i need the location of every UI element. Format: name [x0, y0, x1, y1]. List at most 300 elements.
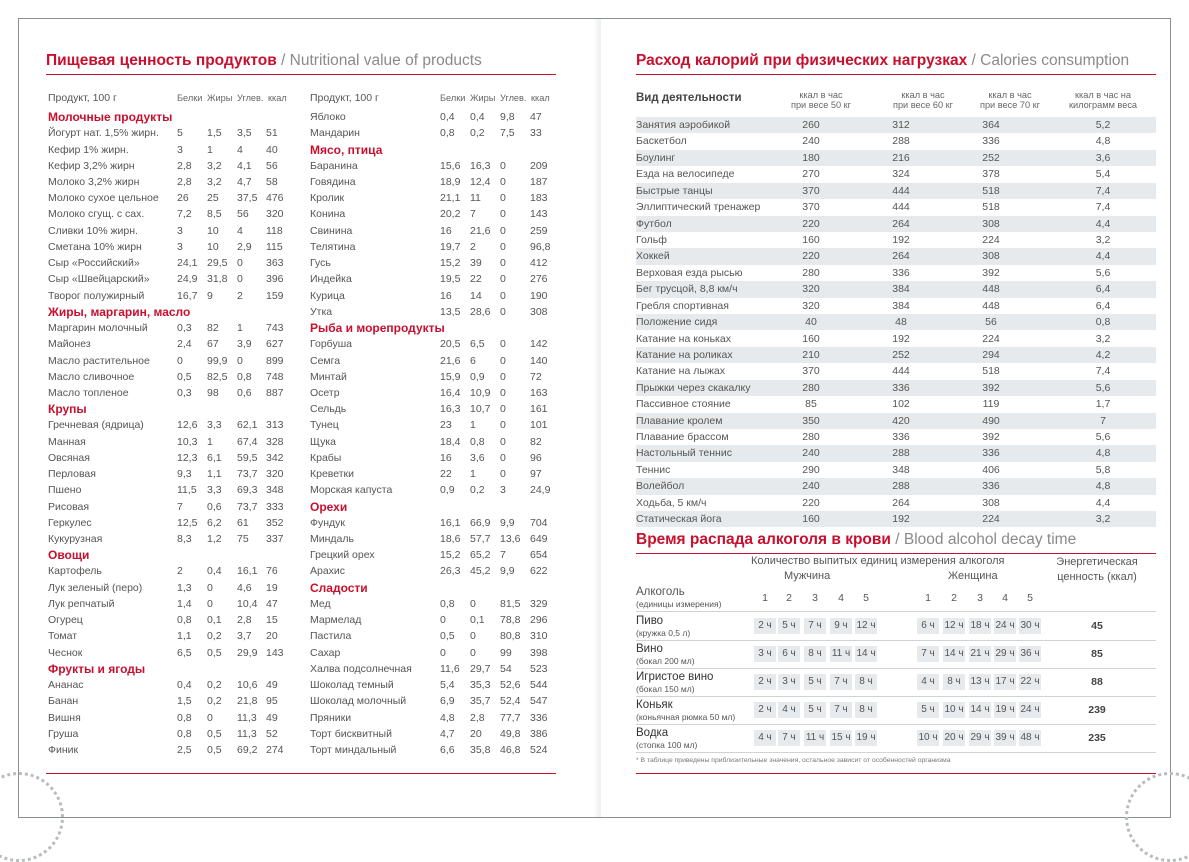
product-protein: 15,2	[440, 257, 461, 270]
product-fat: 11	[470, 192, 481, 205]
activity-kcal-50kg: 270	[802, 168, 820, 181]
activity-kcal-per-kg: 7,4	[1095, 365, 1111, 378]
product-protein: 16,7	[177, 289, 198, 302]
product-name: Гречневая (ядрица)	[48, 419, 144, 432]
male-unit-number: 3	[812, 592, 818, 604]
activity-kcal-50kg: 370	[802, 365, 820, 378]
product-kcal: 336	[530, 711, 548, 724]
male-decay-time: 9 ч	[834, 620, 848, 631]
product-protein: 20,5	[440, 338, 461, 351]
category-heading: Жиры, маргарин, масло	[48, 304, 191, 319]
product-protein: 5,4	[440, 679, 455, 692]
product-kcal: 412	[530, 257, 548, 270]
product-protein: 0,5	[177, 370, 192, 383]
calories-header-activity: Вид деятельности	[636, 92, 742, 104]
product-kcal: 190	[530, 289, 548, 302]
calories-header-w50	[776, 90, 866, 110]
calories-header-w60-line1: ккал в час	[901, 90, 945, 100]
product-protein: 7,2	[177, 208, 192, 221]
activity-name: Бег трусцой, 8,8 км/ч	[636, 283, 738, 296]
drink-portion: (коньячная рюмка 50 мл)	[636, 712, 736, 722]
activity-kcal-60kg: 444	[892, 365, 910, 378]
activity-kcal-70kg: 224	[982, 332, 1000, 345]
male-decay-time: 5 ч	[782, 620, 796, 631]
male-unit-number: 1	[762, 592, 768, 604]
activity-name: Боулинг	[636, 151, 676, 164]
product-kcal: 19	[266, 581, 278, 594]
product-kcal: 398	[530, 646, 548, 659]
product-kcal: 704	[530, 516, 548, 529]
product-kcal: 161	[530, 403, 548, 416]
activity-kcal-50kg: 370	[802, 201, 820, 214]
product-protein: 4,8	[440, 711, 455, 724]
male-unit-number: 2	[786, 592, 792, 604]
notebook-spread	[18, 18, 1171, 818]
activity-kcal-60kg: 288	[892, 480, 910, 493]
female-decay-time: 7 ч	[921, 648, 935, 659]
product-protein: 3	[177, 240, 183, 253]
product-fat: 35,7	[470, 695, 491, 708]
product-protein: 0,3	[177, 322, 192, 334]
product-protein: 23	[440, 419, 452, 432]
product-kcal: 363	[266, 257, 284, 270]
activity-kcal-60kg: 336	[892, 266, 910, 279]
female-unit-number: 4	[1002, 592, 1008, 604]
product-fat: 35,3	[470, 679, 491, 692]
product-protein: 7	[177, 500, 183, 513]
product-carbs: 9,9	[500, 565, 515, 578]
product-name: Щука	[310, 435, 336, 448]
product-protein: 16	[440, 224, 452, 237]
activity-kcal-50kg: 160	[802, 233, 820, 246]
activity-name: Занятия аэробикой	[636, 119, 731, 131]
activity-kcal-60kg: 336	[892, 381, 910, 394]
product-protein: 16,4	[440, 386, 461, 399]
drink-name: Водка	[636, 727, 669, 739]
activity-kcal-50kg: 220	[802, 217, 820, 230]
product-name: Фундук	[310, 516, 346, 529]
activity-name: Прыжки через скакалку	[636, 381, 751, 394]
product-fat: 0,6	[207, 500, 222, 513]
activity-kcal-70kg: 336	[982, 480, 1000, 493]
product-protein: 11,5	[177, 484, 197, 497]
product-protein: 0,8	[177, 711, 192, 724]
female-decay-time: 36 ч	[1020, 648, 1040, 659]
product-protein: 4,7	[440, 727, 455, 740]
product-fat: 1	[207, 435, 213, 448]
female-decay-time: 18 ч	[970, 620, 990, 631]
activity-kcal-per-kg: 3,6	[1095, 151, 1111, 164]
activity-kcal-60kg: 312	[892, 119, 910, 131]
product-fat: 0,4	[470, 111, 485, 123]
activity-kcal-70kg: 490	[982, 414, 1000, 427]
male-decay-time: 8 ч	[859, 676, 873, 687]
product-protein: 0,5	[440, 630, 455, 643]
product-name: Семга	[310, 354, 341, 367]
product-protein: 15,9	[440, 370, 461, 383]
product-carbs: 52,4	[500, 695, 521, 708]
activity-kcal-70kg: 224	[982, 513, 1000, 526]
product-fat: 0,2	[470, 484, 485, 497]
activity-name: Катание на лыжах	[636, 365, 726, 378]
female-unit-number: 2	[951, 592, 957, 604]
product-fat: 6	[470, 354, 476, 367]
product-protein: 2,8	[177, 175, 192, 188]
product-kcal: 313	[266, 419, 284, 432]
activity-name: Пассивное стояние	[636, 398, 731, 411]
drink-name: Пиво	[636, 615, 664, 627]
product-fat: 82	[207, 322, 219, 334]
male-decay-time: 15 ч	[831, 732, 851, 743]
product-protein: 9,3	[177, 468, 192, 481]
calories-title-en: / Calories consumption	[971, 52, 1130, 69]
female-decay-time: 14 ч	[970, 704, 990, 715]
product-fat: 0	[470, 646, 476, 659]
col2-header-fat: Жиры	[470, 93, 496, 103]
drink-energy-kcal: 88	[1091, 676, 1103, 688]
product-fat: 28,6	[470, 305, 491, 318]
product-fat: 67	[207, 338, 219, 351]
product-carbs: 67,4	[237, 435, 258, 448]
female-decay-time: 19 ч	[995, 704, 1015, 715]
male-decay-time: 8 ч	[808, 648, 822, 659]
activity-kcal-50kg: 320	[802, 283, 820, 296]
product-carbs: 3,7	[237, 630, 252, 643]
product-kcal: 56	[266, 159, 278, 172]
product-kcal: 259	[530, 224, 548, 237]
drink-energy-kcal: 235	[1088, 732, 1106, 744]
activity-kcal-per-kg: 3,2	[1095, 233, 1111, 246]
activity-kcal-70kg: 308	[982, 250, 1000, 263]
activity-kcal-60kg: 264	[892, 250, 910, 263]
product-protein: 26,3	[440, 565, 461, 578]
product-fat: 98	[207, 386, 219, 399]
product-protein: 21,1	[440, 192, 461, 205]
product-fat: 25	[207, 192, 219, 205]
product-name: Вишня	[48, 711, 81, 724]
col2-header-protein: Белки	[440, 93, 466, 103]
product-carbs: 21,8	[237, 695, 258, 708]
product-kcal: 887	[266, 386, 284, 399]
activity-kcal-50kg: 370	[802, 184, 820, 197]
product-carbs: 0	[500, 338, 506, 351]
activity-kcal-60kg: 288	[892, 135, 910, 148]
calories-title-underline	[636, 74, 1156, 75]
product-name: Торт миндальный	[310, 744, 397, 756]
product-carbs: 46,8	[500, 744, 521, 756]
activity-kcal-per-kg: 3,2	[1095, 332, 1111, 345]
product-protein: 24,9	[177, 273, 198, 286]
female-decay-time: 20 ч	[944, 732, 964, 743]
product-name: Пастила	[310, 630, 352, 643]
product-name: Ананас	[48, 679, 84, 692]
product-name: Яблоко	[310, 111, 346, 123]
male-decay-time: 6 ч	[782, 648, 796, 659]
activity-kcal-per-kg: 5,8	[1095, 463, 1111, 476]
product-name: Масло сливочное	[48, 370, 135, 383]
alcohol-row-divider	[636, 640, 1156, 641]
product-fat: 1,5	[207, 127, 222, 140]
product-kcal: 274	[266, 744, 284, 756]
product-name: Геркулес	[48, 516, 92, 529]
product-kcal: 524	[530, 744, 548, 756]
activity-kcal-50kg: 240	[802, 135, 820, 148]
product-kcal: 310	[530, 630, 548, 643]
product-fat: 39	[470, 257, 482, 270]
female-decay-time: 29 ч	[970, 732, 990, 743]
activity-kcal-per-kg: 4,4	[1095, 217, 1111, 230]
product-protein: 16,3	[440, 403, 461, 416]
product-carbs: 56	[237, 208, 249, 221]
product-carbs: 13,6	[500, 533, 521, 545]
product-carbs: 16,1	[237, 565, 258, 578]
product-protein: 3	[177, 143, 183, 156]
alcohol-header-female: Женщина	[948, 570, 998, 582]
product-kcal: 20	[266, 630, 278, 643]
product-carbs: 0	[500, 435, 506, 448]
female-unit-number: 3	[977, 592, 983, 604]
product-protein: 12,5	[177, 516, 198, 529]
product-protein: 2	[177, 565, 183, 578]
product-carbs: 2,9	[237, 240, 252, 253]
product-fat: 57,7	[470, 533, 491, 545]
activity-kcal-per-kg: 6,4	[1095, 299, 1111, 312]
activity-kcal-70kg: 448	[982, 283, 1000, 296]
product-name: Масло топленое	[48, 386, 129, 399]
product-kcal: 296	[530, 614, 548, 627]
product-carbs: 0	[500, 468, 506, 481]
col1-header-fat: Жиры	[207, 93, 233, 103]
female-decay-time: 13 ч	[970, 676, 990, 687]
corner-decoration-right	[1125, 772, 1189, 862]
activity-kcal-per-kg: 5,4	[1095, 168, 1111, 181]
female-decay-time: 39 ч	[995, 732, 1015, 743]
product-carbs: 0	[500, 192, 506, 205]
product-kcal: 329	[530, 597, 548, 610]
product-name: Пряники	[310, 711, 352, 724]
activity-name: Хоккей	[636, 250, 670, 263]
female-decay-time: 4 ч	[921, 676, 935, 687]
activity-kcal-per-kg: 4,8	[1095, 447, 1111, 460]
female-decay-time: 10 ч	[944, 704, 964, 715]
product-kcal: 82	[530, 435, 542, 448]
product-kcal: 101	[530, 419, 548, 432]
product-carbs: 0	[500, 289, 506, 302]
product-protein: 1,4	[177, 597, 192, 610]
product-protein: 0	[177, 354, 183, 367]
male-decay-time: 14 ч	[856, 648, 876, 659]
product-protein: 20,2	[440, 208, 461, 221]
product-kcal: 15	[266, 614, 278, 627]
product-kcal: 276	[530, 273, 548, 286]
activity-kcal-50kg: 180	[802, 151, 820, 164]
product-fat: 45,2	[470, 565, 491, 578]
product-carbs: 80,8	[500, 630, 521, 643]
product-carbs: 4,6	[237, 581, 252, 594]
product-protein: 2,5	[177, 744, 192, 756]
product-protein: 0,9	[440, 484, 455, 497]
product-kcal: 396	[266, 273, 284, 286]
product-kcal: 115	[266, 240, 283, 253]
product-protein: 15,2	[440, 549, 461, 562]
product-name: Свинина	[310, 224, 353, 237]
product-fat: 0,9	[470, 370, 485, 383]
activity-kcal-per-kg: 5,6	[1095, 381, 1111, 394]
drink-energy-kcal: 85	[1091, 648, 1103, 660]
product-fat: 0	[470, 630, 476, 643]
product-fat: 1	[470, 468, 476, 481]
product-carbs: 77,7	[500, 711, 521, 724]
product-kcal: 97	[530, 468, 542, 481]
product-carbs: 4,7	[237, 175, 252, 188]
activity-name: Волейбол	[636, 480, 685, 493]
activity-kcal-70kg: 119	[982, 398, 1000, 411]
male-decay-time: 7 ч	[808, 620, 822, 631]
product-protein: 16	[440, 289, 452, 302]
activity-kcal-50kg: 210	[802, 348, 820, 361]
product-fat: 14	[470, 289, 482, 302]
product-kcal: 76	[266, 565, 278, 578]
product-carbs: 0	[500, 257, 506, 270]
product-protein: 21,6	[440, 354, 461, 367]
product-protein: 0,8	[440, 127, 455, 140]
product-kcal: 622	[530, 565, 548, 578]
product-protein: 0	[440, 614, 446, 627]
product-kcal: 96,8	[530, 240, 551, 253]
male-unit-number: 4	[838, 592, 844, 604]
product-protein: 24,1	[177, 257, 198, 270]
product-protein: 1,5	[177, 695, 192, 708]
alcohol-title-en: / Blood alcohol decay time	[895, 531, 1077, 548]
product-carbs: 61	[237, 516, 249, 529]
product-name: Кукурузная	[48, 533, 103, 545]
activity-name: Статическая йога	[636, 513, 722, 526]
product-kcal: 58	[266, 175, 278, 188]
activity-kcal-per-kg: 5,2	[1095, 119, 1111, 131]
product-fat: 7	[470, 208, 476, 221]
product-name: Манная	[48, 435, 86, 448]
alcohol-units-label: Алкоголь	[636, 586, 685, 598]
product-carbs: 0	[500, 370, 506, 383]
calories-header-w70	[965, 90, 1055, 110]
activity-kcal-per-kg: 4,4	[1095, 496, 1111, 509]
product-name: Шоколад молочный	[310, 695, 407, 708]
col2-header-carbs: Углев.	[500, 93, 527, 103]
product-protein: 12,3	[177, 451, 198, 464]
product-name: Рисовая	[48, 500, 90, 513]
alcohol-row-divider	[636, 752, 1156, 753]
product-carbs: 3,5	[237, 127, 252, 140]
product-kcal: 143	[530, 208, 548, 221]
male-decay-time: 4 ч	[782, 704, 796, 715]
product-name: Груша	[48, 727, 79, 740]
product-protein: 12,6	[177, 419, 198, 432]
product-carbs: 1	[237, 322, 243, 334]
activity-kcal-50kg: 350	[802, 414, 820, 427]
product-carbs: 9,9	[500, 516, 515, 529]
product-name: Баранина	[310, 159, 358, 172]
product-fat: 21,6	[470, 224, 491, 237]
activity-kcal-70kg: 56	[985, 316, 997, 328]
category-heading: Сладости	[310, 580, 368, 595]
product-carbs: 0	[500, 386, 506, 399]
col1-header-product: Продукт, 100 г	[48, 92, 117, 104]
product-carbs: 7,5	[500, 127, 515, 140]
product-carbs: 11,3	[237, 727, 257, 740]
activity-name: Теннис	[636, 463, 671, 476]
product-fat: 0,2	[207, 695, 222, 708]
product-kcal: 51	[266, 127, 278, 140]
product-name: Сыр «Российский»	[48, 257, 140, 270]
product-name: Кефир 1% жирн.	[48, 143, 129, 156]
male-decay-time: 11 ч	[805, 732, 825, 743]
activity-kcal-per-kg: 6,4	[1095, 283, 1111, 296]
product-name: Маргарин молочный	[48, 322, 148, 334]
product-protein: 0,3	[177, 386, 192, 399]
female-decay-time: 29 ч	[995, 648, 1015, 659]
product-kcal: 159	[266, 289, 284, 302]
drink-name: Вино	[636, 643, 663, 655]
product-protein: 26	[177, 192, 189, 205]
product-protein: 15,6	[440, 159, 461, 172]
product-protein: 1,3	[177, 581, 192, 594]
product-name: Овсяная	[48, 451, 90, 464]
activity-kcal-per-kg: 5,6	[1095, 266, 1111, 279]
activity-kcal-60kg: 264	[892, 217, 910, 230]
product-protein: 16	[440, 451, 452, 464]
product-carbs: 0	[500, 159, 506, 172]
activity-kcal-60kg: 252	[892, 348, 910, 361]
activity-kcal-60kg: 264	[892, 496, 910, 509]
product-name: Арахис	[310, 565, 346, 578]
product-name: Сметана 10% жирн	[48, 240, 142, 253]
product-fat: 0	[207, 581, 213, 594]
female-unit-number: 1	[925, 592, 931, 604]
female-decay-time: 30 ч	[1020, 620, 1040, 631]
male-decay-time: 3 ч	[782, 676, 796, 687]
product-name: Пшено	[48, 484, 82, 497]
activity-kcal-50kg: 240	[802, 480, 820, 493]
product-name: Майонез	[48, 338, 91, 351]
activity-name: Гребля спортивная	[636, 299, 729, 312]
alcohol-header-energy-line2: ценность (ккал)	[1057, 571, 1137, 583]
product-name: Креветки	[310, 468, 355, 481]
product-fat: 3,3	[207, 484, 222, 497]
product-kcal: 328	[266, 435, 284, 448]
product-kcal: 386	[530, 727, 548, 740]
product-carbs: 54	[500, 662, 512, 675]
product-fat: 1,2	[207, 533, 222, 545]
male-decay-time: 2 ч	[758, 620, 772, 631]
alcohol-title-underline	[636, 553, 1156, 554]
product-protein: 19,5	[440, 273, 461, 286]
product-kcal: 649	[530, 533, 548, 545]
product-carbs: 0	[500, 403, 506, 416]
category-heading: Рыба и морепродукты	[310, 321, 445, 335]
product-fat: 0,5	[207, 646, 222, 659]
product-fat: 0,1	[207, 614, 222, 627]
category-heading: Орехи	[310, 499, 348, 514]
female-decay-time: 24 ч	[995, 620, 1015, 631]
product-name: Сливки 10% жирн.	[48, 224, 138, 237]
product-name: Халва подсолнечная	[310, 662, 412, 675]
calories-header-w70-line1: ккал в час	[988, 90, 1032, 100]
product-protein: 16,1	[440, 516, 461, 529]
product-carbs: 52,6	[500, 679, 521, 692]
product-kcal: 40	[266, 143, 278, 156]
activity-name: Быстрые танцы	[636, 184, 713, 197]
product-name: Мармелад	[310, 614, 362, 627]
